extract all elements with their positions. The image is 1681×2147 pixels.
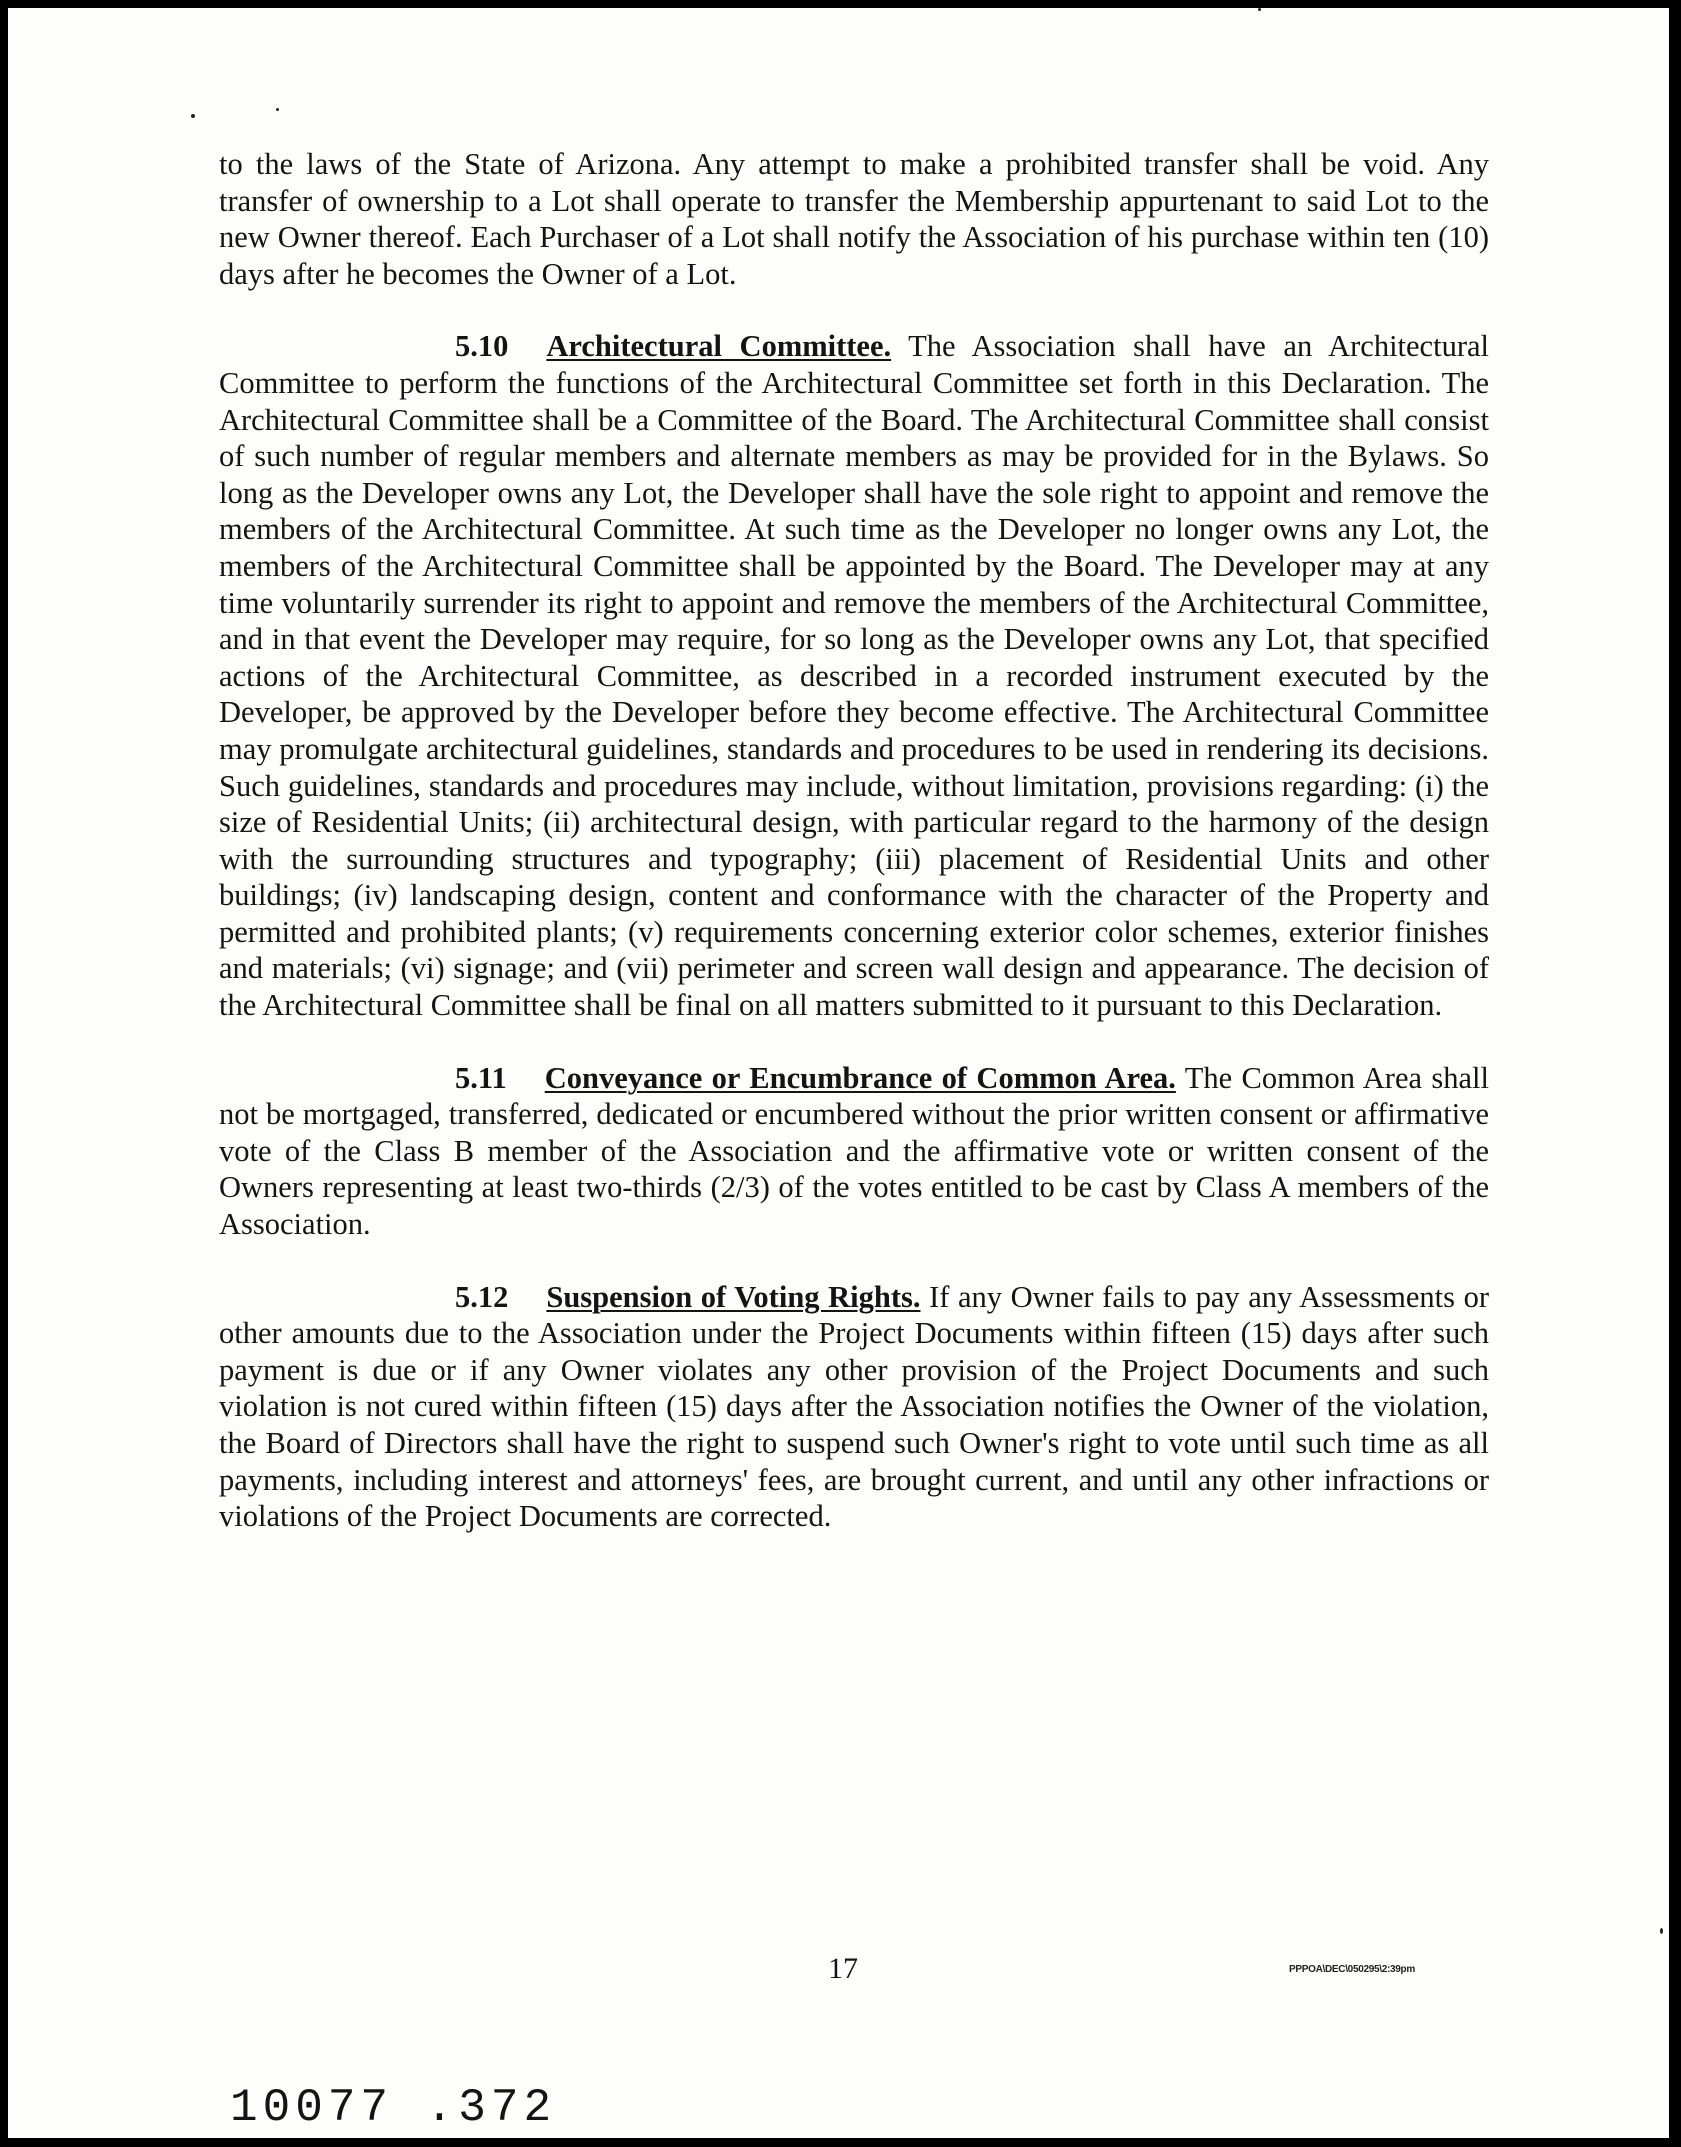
section-body: The Association shall have an Architectural Committee to perform the functions of the Architectural Committee set forth in this Declaration. The Architectural Committee shall be a Committee of the Board. The Architectural Committee shall consist of such number of regular members and alternate members as may be provided for in the Bylaws. So long as the Developer owns any Lot, the Developer shall have the sole right to appoint and remove the members of the Architectural Committee. At such time as the Developer no longer owns any Lot, the members of the Architectural Committee shall be appointed by the Board. The Developer may at any time voluntarily surrender its right to appoint and remove the members of the Architectural Committee, and in that event the Developer may require, for so long as the Developer owns any Lot, that specified actions of the Architectural Committee, as described in a recorded instrument executed by the Developer, be approved by the Developer before they become effective. The Architectural Committee may promulgate architectural guidelines, standards and procedures to be used in rendering its decisions. Such guidelines, standards and procedures may include, without limitation, provisions regarding: (i) the size of Residential Units; (ii) architectural design, with particular regard to the harmony of the design with the surrounding structures and typography; (iii) placement of Residential Units and other buildings; (iv) landscaping design, content and conformance with the character of the Property and permitted and prohibited plants; (v) requirements concerning exterior color schemes, exterior finishes and materials; (vi) signage; and (vii) perimeter and screen wall design and appearance. The decision of the Architectural Committee shall be final on all matters submitted to it pursuant to this Declaration. — [219, 329, 1489, 1023]
scan-speck — [1258, 8, 1261, 11]
page-number: 17 — [828, 1952, 858, 1985]
section-title: Conveyance or Encumbrance of Common Area. — [544, 1060, 1176, 1095]
section-5-10 — [219, 328, 1489, 1023]
scan-speck — [191, 114, 195, 118]
section-title: Suspension of Voting Rights. — [546, 1279, 921, 1314]
document-page — [8, 8, 1669, 2138]
file-reference: PPPOA\DEC\050295\2:39pm — [1289, 1964, 1415, 1975]
section-number: 5.10 — [455, 329, 509, 364]
section-5-11 — [219, 1060, 1489, 1243]
section-number: 5.12 — [455, 1279, 509, 1314]
section-5-12 — [219, 1279, 1489, 1535]
recording-number: 10077 .372 — [230, 2082, 557, 2134]
section-title: Architectural Committee. — [546, 329, 892, 364]
section-body: The Common Area shall not be mortgaged, transferred, dedicated or encumbered without the prior written consent or affirmative vote of the Class B member of the Association and the affirmative vote or written consent of the Owners representing at least two-thirds (2/3) of the votes entitled to be cast by Class A members of the Association. — [219, 1060, 1490, 1242]
scan-speck — [1660, 1928, 1663, 1934]
document-body — [219, 146, 1489, 1571]
section-body: If any Owner fails to pay any Assessments or other amounts due to the Association under the Project Documents within fifteen (15) days after such payment is due or if any Owner violates any other provision of the Project Documents and such violation is not cured within fifteen (15) days after the Association notifies the Owner of the violation, the Board of Directors shall have the right to suspend such Owner's right to vote until such time as all payments, including interest and attorneys' fees, are brought current, and until any other infractions or violations of the Project Documents are corrected. — [219, 1279, 1490, 1534]
paragraph-continued: to the laws of the State of Arizona. Any attempt to make a prohibited transfer shall be void. Any transfer of ownership to a Lot shall operate to transfer the Membership appurtenant to said Lot to the new Owner thereof. Each Purchaser of a Lot shall notify the Association of his purchase within ten (10) days after he becomes the Owner of a Lot. — [219, 147, 1489, 291]
section-number: 5.11 — [455, 1060, 507, 1095]
scan-speck — [276, 108, 279, 111]
